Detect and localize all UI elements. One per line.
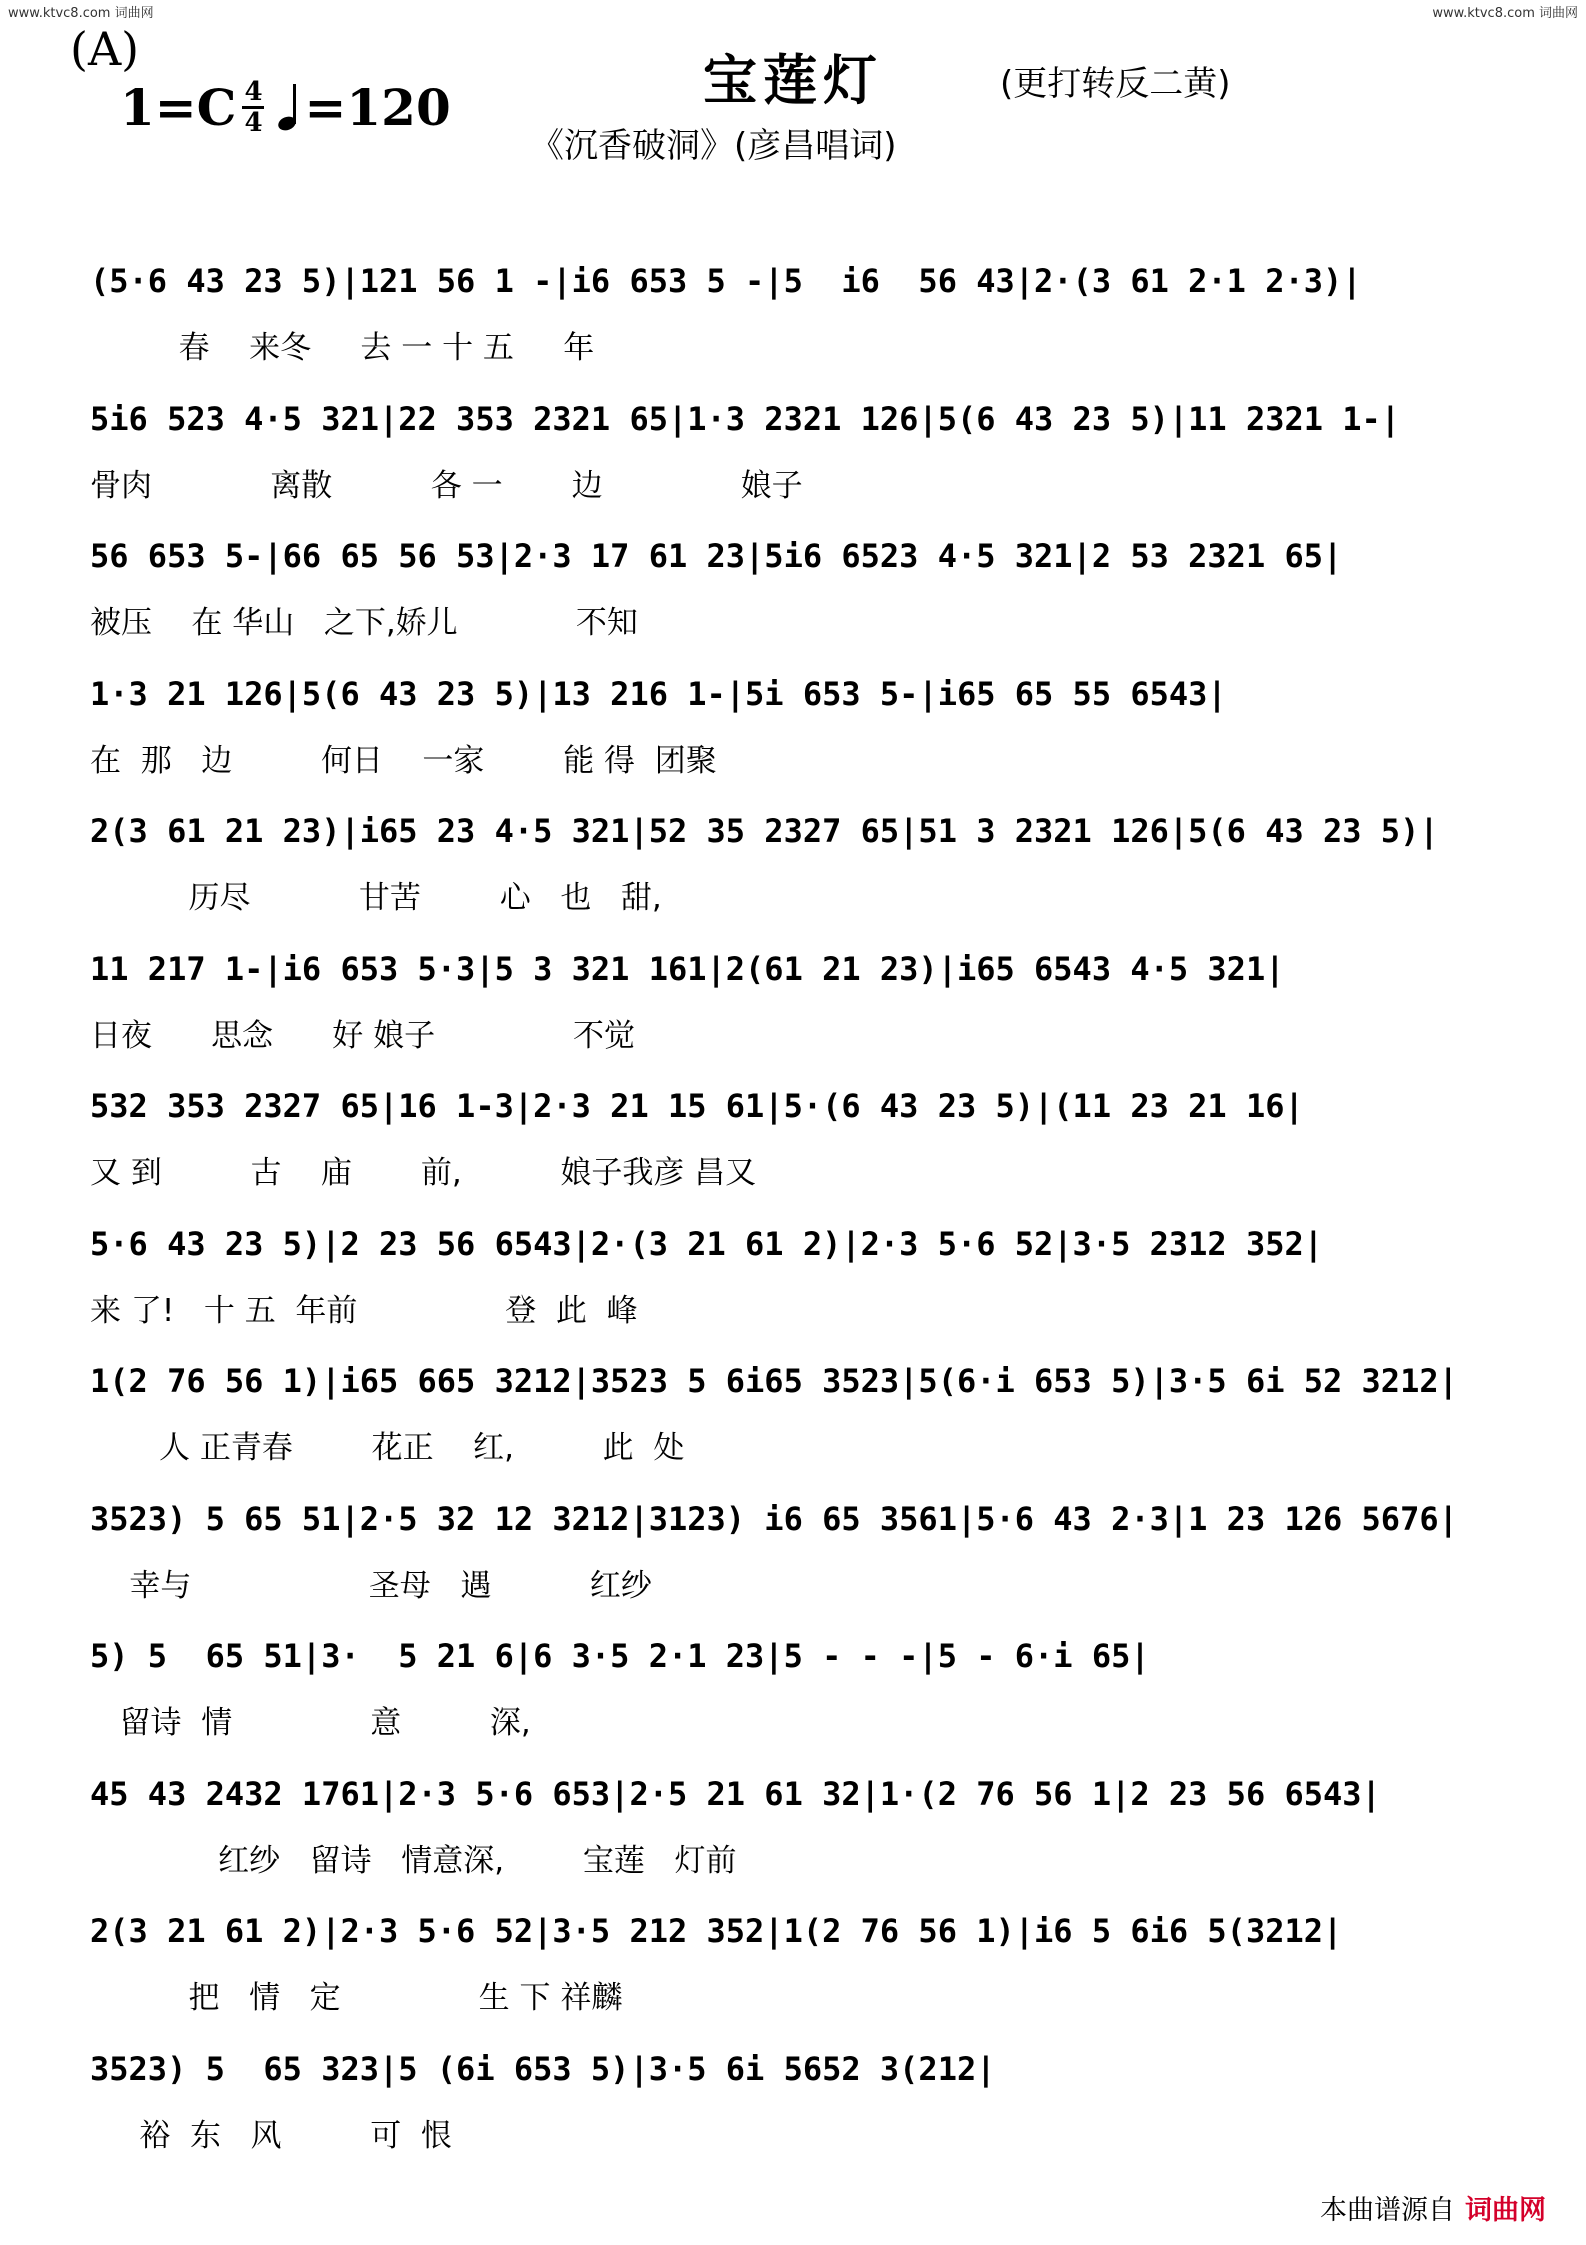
lyric-line: 红纱 留诗 情意深, 宝莲 灯前 — [90, 1842, 737, 1875]
lyric-line: 日夜 思念 好 娘子 不觉 — [90, 1017, 636, 1050]
lyric-line: 被压 在 华山 之下,娇儿 不知 — [90, 605, 638, 637]
lyric-line: 裕 东 风 可 恨 — [90, 2117, 452, 2150]
lyric-line: 把 情 定 生 下 祥麟 — [90, 1980, 623, 2012]
melody-line: 11 217 1-|i6 653 5·3|5 3 321 161|2(61 21 23)|i65 6543 4·5 321| — [90, 949, 1285, 988]
tempo: =120 — [304, 78, 451, 137]
watermark-right: www.ktvc8.com 词曲网 — [1432, 6, 1578, 21]
source-line: 《沉香破洞》(彦昌唱词) — [530, 126, 897, 166]
title-note: (更打转反二黄) — [1000, 64, 1231, 104]
lyric-line: 历尽 甘苦 心 也 甜, — [90, 880, 662, 912]
melody-line: 1·3 21 126|5(6 43 23 5)|13 216 1-|5i 653 5-|i65 65 55 6543| — [90, 674, 1227, 713]
melody-line: 532 353 2327 65|16 1-3|2·3 21 15 61|5·(6 43 23 5)|(11 23 21 16| — [90, 1087, 1304, 1125]
footer — [1320, 2188, 1546, 2227]
melody-line: 1(2 76 56 1)|i65 665 3212|3523 5 6i65 3523|5(6·i 653 5)|3·5 6i 52 3212| — [90, 1362, 1458, 1400]
meter-top: 4 — [244, 77, 263, 107]
lyric-line: 人 正青春 花正 红, 此 处 — [90, 1430, 685, 1462]
section-mark: (A) — [70, 22, 140, 76]
footer-text: 本曲谱源自 — [1320, 2195, 1455, 2226]
lyric-line: 又 到 古 庙 前, 娘子我彦 昌又 — [90, 1155, 757, 1187]
melody-line: 56 653 5-|66 65 56 53|2·3 17 61 23|5i6 6523 4·5 321|2 53 2321 65| — [90, 537, 1343, 575]
melody-line: (5·6 43 23 5)|121 56 1 -|i6 653 5 -|5 i6 56 43|2·(3 61 2·1 2·3)| — [90, 262, 1362, 300]
key-label: 1=C — [120, 78, 237, 137]
melody-line: 3523) 5 65 51|2·5 32 12 3212|3123) i6 65 3561|5·6 43 2·3|1 23 126 5676| — [90, 1499, 1458, 1538]
lyric-line: 骨肉 离散 各 一 边 娘子 — [90, 467, 803, 500]
lyric-line: 在 那 边 何日 一家 能 得 团聚 — [90, 742, 717, 775]
lyric-line: 来 了! 十 五 年前 登 此 峰 — [90, 1292, 638, 1325]
melody-line: 5) 5 65 51|3· 5 21 6|6 3·5 2·1 23|5 - - -|5 - 6·i 65| — [90, 1637, 1150, 1675]
watermark-left: www.ktvc8.com 词曲网 — [8, 6, 154, 21]
melody-line: 2(3 21 61 2)|2·3 5·6 52|3·5 212 352|1(2 76 56 1)|i6 5 6i6 5(3212| — [90, 1912, 1343, 1950]
lyric-line: 留诗 情 意 深, — [90, 1705, 531, 1737]
melody-line: 5·6 43 23 5)|2 23 56 6543|2·(3 21 61 2)|2·3 5·6 52|3·5 2312 352| — [90, 1224, 1323, 1263]
lyric-line: 幸与 圣母 遇 红纱 — [90, 1567, 652, 1600]
meter-bottom: 4 — [244, 108, 263, 138]
lyric-line: 春 来冬 去 一 十 五 年 — [90, 330, 595, 362]
footer-brand: 词曲网 — [1465, 2195, 1546, 2226]
melody-line: 45 43 2432 1761|2·3 5·6 653|2·5 21 61 32|1·(2 76 56 1|2 23 56 6543| — [90, 1774, 1381, 1813]
melody-line: 2(3 61 21 23)|i65 23 4·5 321|52 35 2327 65|51 3 2321 126|5(6 43 23 5)| — [90, 812, 1439, 850]
page-title: 宝莲灯 — [703, 49, 883, 112]
melody-line: 3523) 5 65 323|5 (6i 653 5)|3·5 6i 5652 3(212| — [90, 2049, 996, 2088]
melody-line: 5i6 523 4·5 321|22 353 2321 65|1·3 2321 126|5(6 43 23 5)|11 2321 1-| — [90, 399, 1401, 438]
